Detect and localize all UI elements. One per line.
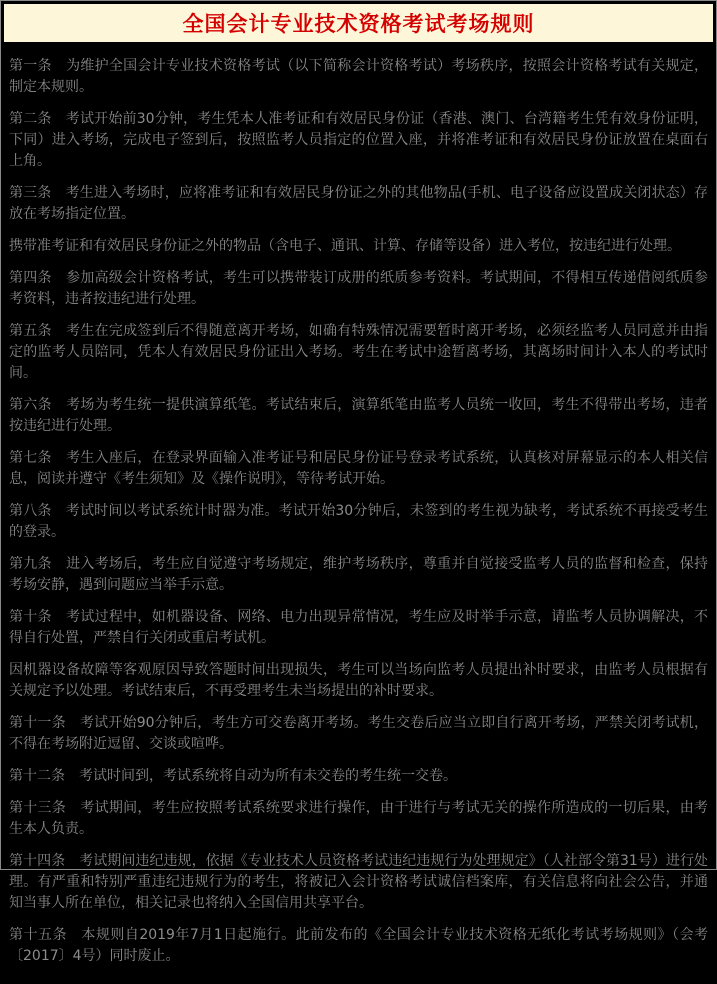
rule-paragraph: 第一条 为维护全国会计专业技术资格考试（以下简称会计资格考试）考场秩序，按照会计资格考试有关规定，制定本规则。 bbox=[9, 58, 708, 95]
rule-paragraph: 第十二条 考试时间到，考试系统将自动为所有未交卷的考生统一交卷。 bbox=[9, 768, 457, 784]
rule-paragraph: 第十四条 考试期间违纪违规，依据《专业技术人员资格考试违纪违规行为处理规定》（人社部令第31号）进行处理。有严重和特别严重违纪违规行为的考生，将被记入会计资格考试诚信档案库，有关信息将向社会公告，并通知当事人所在单位，相关记录也将纳入全国信用共享平台。 bbox=[9, 853, 708, 911]
rule-paragraph: 第十一条 考试开始90分钟后，考生方可交卷离开考场。考生交卷后应当立即自行离开考场，严禁关闭考试机，不得在考场附近逗留、交谈或喧哗。 bbox=[9, 715, 708, 752]
rules-list bbox=[1, 42, 716, 984]
rule-paragraph: 第十三条 考试期间，考生应按照考试系统要求进行操作，由于进行与考试无关的操作所造成的一切后果，由考生本人负责。 bbox=[9, 800, 708, 837]
page-header bbox=[4, 4, 713, 42]
page-title: 全国会计专业技术资格考试考场规则 bbox=[182, 12, 535, 36]
rule-paragraph: 第六条 考场为考生统一提供演算纸笔。考试结束后，演算纸笔由监考人员统一收回，考生不得带出考场，违者按违纪进行处理。 bbox=[9, 397, 708, 434]
rule-paragraph: 携带准考证和有效居民身份证之外的物品（含电子、通讯、计算、存储等设备）进入考位，按违纪进行处理。 bbox=[9, 238, 681, 254]
rule-paragraph: 第八条 考试时间以考试系统计时器为准。考试开始30分钟后，未签到的考生视为缺考，考试系统不再接受考生的登录。 bbox=[9, 503, 708, 540]
rule-paragraph: 第五条 考生在完成签到后不得随意离开考场，如确有特殊情况需要暂时离开考场，必须经监考人员同意并由指定的监考人员陪同，凭本人有效居民身份证出入考场。考生在考试中途暂离考场，其离场时间计入本人的考试时间。 bbox=[9, 323, 708, 381]
rule-paragraph: 第二条 考试开始前30分钟，考生凭本人准考证和有效居民身份证（香港、澳门、台湾籍考生凭有效身份证明，下同）进入考场，完成电子签到后，按照监考人员指定的位置入座，并将准考证和有效居民身份证放置在桌面右上角。 bbox=[9, 111, 708, 169]
rule-paragraph: 第四条 参加高级会计资格考试，考生可以携带装订成册的纸质参考资料。考试期间，不得相互传递借阅纸质参考资料，违者按违纪进行处理。 bbox=[9, 270, 708, 307]
rule-paragraph: 第七条 考生入座后，在登录界面输入准考证号和居民身份证号登录考试系统，认真核对屏幕显示的本人相关信息，阅读并遵守《考生须知》及《操作说明》，等待考试开始。 bbox=[9, 450, 708, 487]
rule-paragraph: 第十条 考试过程中，如机器设备、网络、电力出现异常情况，考生应及时举手示意，请监考人员协调解决，不得自行处置，严禁自行关闭或重启考试机。 bbox=[9, 609, 708, 646]
rule-paragraph: 因机器设备故障等客观原因导致答题时间出现损失，考生可以当场向监考人员提出补时要求，由监考人员根据有关规定予以处理。考试结束后，不再受理考生未当场提出的补时要求。 bbox=[9, 662, 708, 699]
rule-paragraph: 第十五条 本规则自2019年7月1日起施行。此前发布的《全国会计专业技术资格无纸化考试考场规则》（会考〔2017〕4号）同时废止。 bbox=[9, 927, 708, 964]
rule-paragraph: 第九条 进入考场后，考生应自觉遵守考场规定，维护考场秩序，尊重并自觉接受监考人员的监督和检查，保持考场安静，遇到问题应当举手示意。 bbox=[9, 556, 708, 593]
rule-paragraph: 第三条 考生进入考场时，应将准考证和有效居民身份证之外的其他物品(手机、电子设备应设置成关闭状态）存放在考场指定位置。 bbox=[9, 185, 708, 222]
